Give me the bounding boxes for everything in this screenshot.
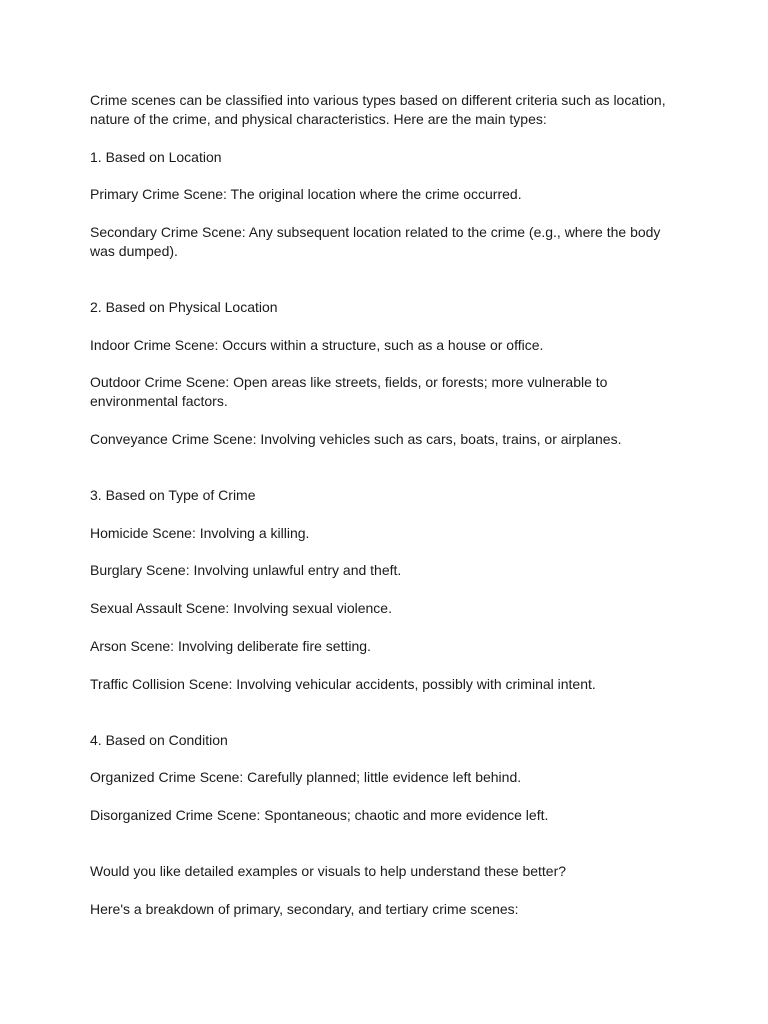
section-heading-type-of-crime: 3. Based on Type of Crime xyxy=(90,487,256,503)
primary-crime-scene-item: Primary Crime Scene: The original location where the crime occurred. xyxy=(90,186,522,202)
homicide-scene-item: Homicide Scene: Involving a killing. xyxy=(90,525,310,541)
section-heading-condition: 4. Based on Condition xyxy=(90,732,228,748)
burglary-scene-item: Burglary Scene: Involving unlawful entry and theft. xyxy=(90,562,402,578)
outdoor-crime-scene-item: Outdoor Crime Scene: Open areas like streets, fields, or forests; more vulnerable to environmental factors. xyxy=(90,374,608,409)
breakdown-intro: Here's a breakdown of primary, secondary, and tertiary crime scenes: xyxy=(90,901,519,917)
organized-crime-scene-item: Organized Crime Scene: Carefully planned; little evidence left behind. xyxy=(90,769,522,785)
section-heading-location: 1. Based on Location xyxy=(90,149,222,165)
section-heading-physical-location: 2. Based on Physical Location xyxy=(90,299,278,315)
arson-scene-item: Arson Scene: Involving deliberate fire setting. xyxy=(90,638,371,654)
sexual-assault-scene-item: Sexual Assault Scene: Involving sexual violence. xyxy=(90,600,392,616)
disorganized-crime-scene-item: Disorganized Crime Scene: Spontaneous; chaotic and more evidence left. xyxy=(90,807,549,823)
conveyance-crime-scene-item: Conveyance Crime Scene: Involving vehicles such as cars, boats, trains, or airplanes. xyxy=(90,431,622,447)
indoor-crime-scene-item: Indoor Crime Scene: Occurs within a structure, such as a house or office. xyxy=(90,337,544,353)
intro-paragraph: Crime scenes can be classified into various types based on different criteria such as location, nature of the crime, and physical characteristics. Here are the main types: xyxy=(90,92,666,127)
traffic-collision-scene-item: Traffic Collision Scene: Involving vehicular accidents, possibly with criminal intent. xyxy=(90,676,596,692)
secondary-crime-scene-item: Secondary Crime Scene: Any subsequent location related to the crime (e.g., where the body was dumped). xyxy=(90,224,661,259)
follow-up-question: Would you like detailed examples or visuals to help understand these better? xyxy=(90,863,567,879)
